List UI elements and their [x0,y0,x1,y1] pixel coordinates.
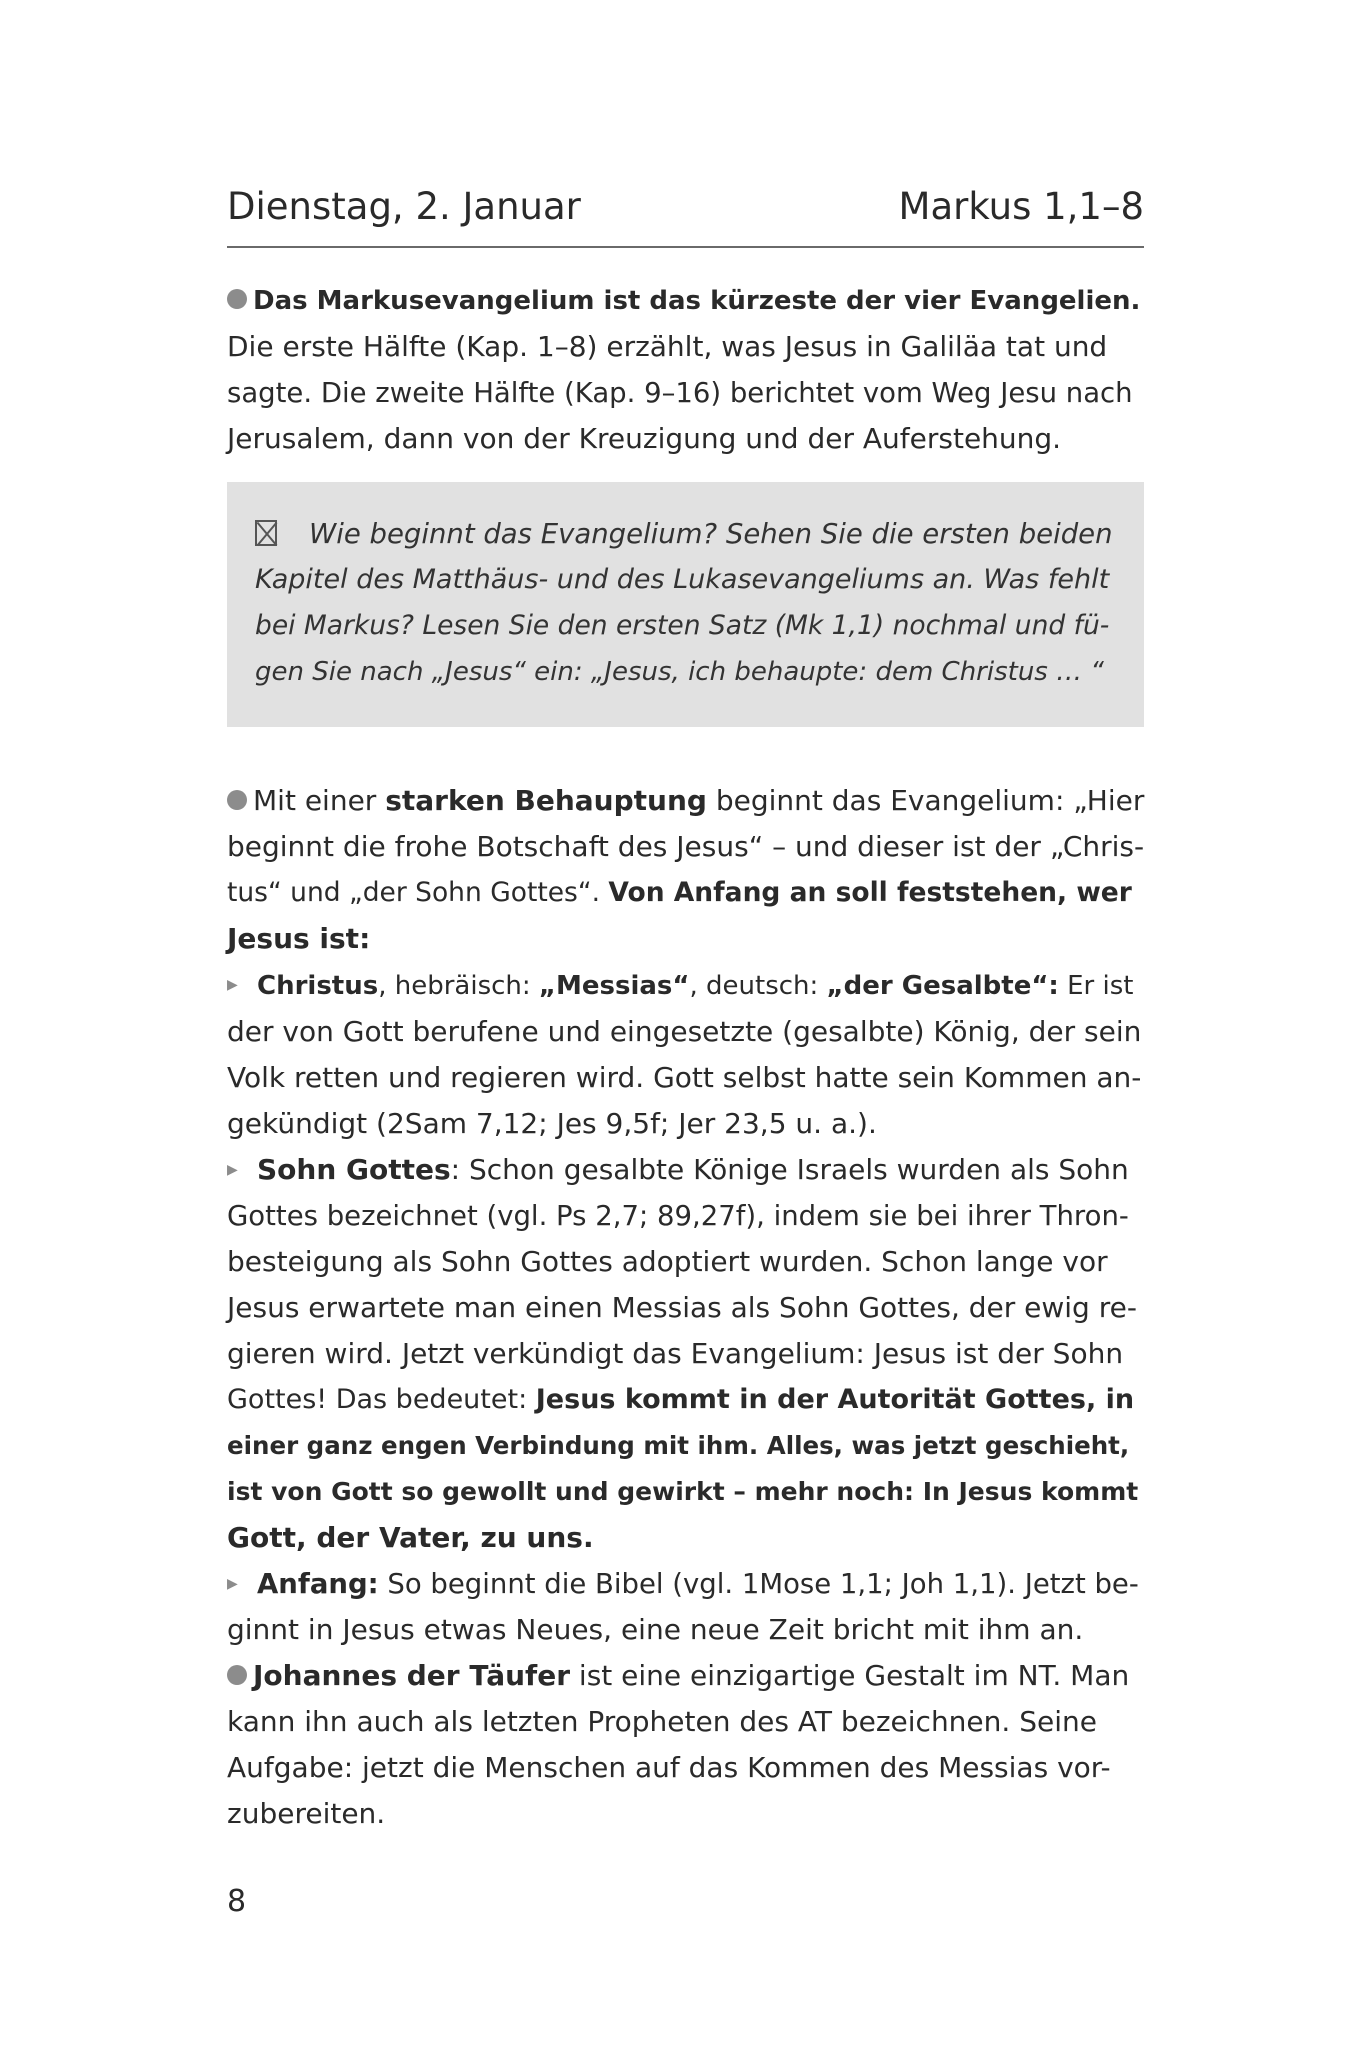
bold-run: Jesus kommt in der Autorität Gottes, in [535,1384,1135,1415]
question-line: Kapitel des Matthäus- und des Lukasevangeliums an. Was fehlt [255,564,1110,595]
page-header [227,180,1144,248]
bold-run: Von Anfang an soll feststehen, wer [608,877,1132,908]
bullet-dot-icon [227,1665,247,1685]
text-line: beginnt die frohe Botschaft des Jesus“ – und dieser ist der „Chris- [227,830,1145,863]
main-text [227,778,1144,1837]
text-line: Jesus erwartete man einen Messias als Sohn Gottes, der ewig re- [227,1291,1137,1324]
header-reference: Markus 1,1–8 [898,185,1144,228]
text-line: ginnt in Jesus etwas Neues, eine neue Zeit bricht mit ihm an. [227,1613,1084,1646]
intro-line: sagte. Die zweite Hälfte (Kap. 9–16) berichtet vom Weg Jesu nach [227,377,1133,409]
text-run: , hebräisch: [378,971,539,1001]
text-line: besteigung als Sohn Gottes adoptiert wurden. Schon lange vor [227,1245,1108,1278]
question-mark-icon [255,520,277,546]
bold-line: ist von Gott so gewollt und gewirkt – mehr noch: In Jesus kommt [227,1477,1139,1506]
text-line: gieren wird. Jetzt verkündigt das Evangelium: Jesus ist der Sohn [227,1337,1124,1370]
bullet-dot-icon [227,289,247,309]
text-run: tus“ und „der Sohn Gottes“. [227,877,609,908]
text-run: beginnt das Evangelium: „Hier [706,784,1145,817]
text-line: der von Gott berufene und eingesetzte (gesalbte) König, der sein [227,1015,1142,1048]
term-johannes: Johannes der Täufer [253,1659,571,1692]
text-line: gekündigt (2Sam 7,12; Jes 9,5f; Jer 23,5 u. a.). [227,1107,877,1140]
header-date: Dienstag, 2. Januar [227,185,581,228]
bold-run: Jesus ist: [227,922,371,955]
triangle-bullet-icon: ▶ [227,1162,238,1178]
intro-line: Jerusalem, dann von der Kreuzigung und der Auferstehung. [227,422,1062,455]
bold-run: „der Gesalbte“: [826,971,1059,1001]
text-run: So beginnt die Bibel (vgl. 1Mose 1,1; Joh 1,1). Jetzt be- [378,1568,1139,1600]
text-line: Gottes bezeichnet (vgl. Ps 2,7; 89,27f), indem sie bei ihrer Thron- [227,1200,1129,1232]
term-sohn-gottes: Sohn Gottes [257,1153,451,1186]
question-line: bei Markus? Lesen Sie den ersten Satz (Mk 1,1) nochmal und fü- [255,610,1110,641]
question-box [227,482,1144,727]
text-line: kann ihn auch als letzten Propheten des AT bezeichnen. Seine [227,1705,1097,1738]
intro-bold: Das Markusevangelium ist das kürzeste der vier Evangelien. [253,286,1141,316]
book-page [227,0,1144,2051]
term-christus: Christus [257,971,379,1001]
text-run: Gottes! Das bedeutet: [227,1384,536,1415]
text-run: , deutsch: [689,971,827,1001]
text-run: : Schon gesalbte Könige Israels wurden als Sohn [450,1153,1129,1186]
question-line: gen Sie nach „Jesus“ ein: „Jesus, ich behaupte: dem Christus … “ [255,657,1104,687]
bold-run: starken Behauptung [385,784,707,817]
bold-run: „Messias“ [538,971,690,1001]
bullet-dot-icon [227,790,247,810]
text-line: Volk retten und regieren wird. Gott selbst hatte sein Kommen an- [227,1061,1142,1094]
triangle-bullet-icon: ▶ [227,977,238,993]
text-line: Aufgabe: jetzt die Menschen auf das Kommen des Messias vor- [227,1751,1111,1784]
bold-line: einer ganz engen Verbindung mit ihm. Alles, was jetzt geschieht, [227,1431,1130,1460]
text-line: zubereiten. [227,1797,386,1830]
page-number: 8 [227,1884,247,1919]
text-run: ist eine einzigartige Gestalt im NT. Man [570,1659,1130,1692]
intro-paragraph [227,278,1144,462]
bold-line: Gott, der Vater, zu uns. [227,1521,594,1554]
intro-line: Die erste Hälfte (Kap. 1–8) erzählt, was Jesus in Galiläa tat und [227,330,1108,363]
text-run: Mit einer [253,784,386,817]
triangle-bullet-icon: ▶ [227,1576,238,1592]
question-line: Wie beginnt das Evangelium? Sehen Sie die ersten beiden [309,518,1113,550]
text-run: Er ist [1058,971,1134,1001]
term-anfang: Anfang: [257,1568,379,1600]
